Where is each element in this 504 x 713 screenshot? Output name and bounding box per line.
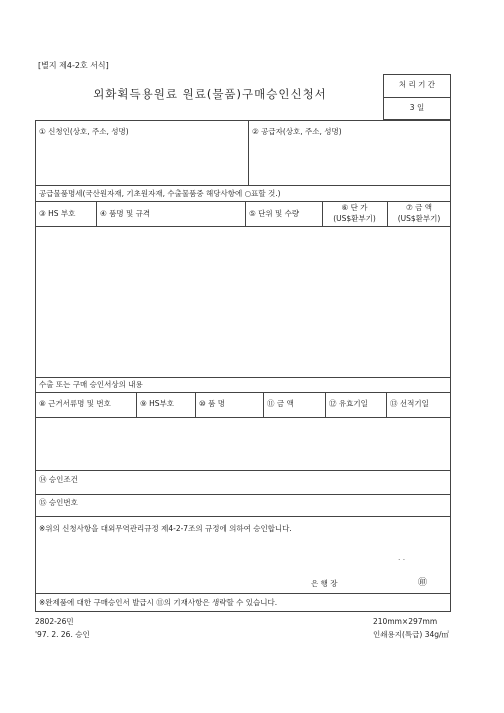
export-section-label: 수출 또는 구매 승인서상의 내용	[39, 380, 143, 389]
note-text: ※완제품에 대한 구매승인서 발급시 ⑪의 기재사항은 생략할 수 있습니다.	[39, 598, 278, 607]
supplier-field: ② 공급자(상호, 주소, 성명)	[252, 127, 342, 136]
col-unit-price-sub: (US$환부기)	[333, 214, 376, 223]
col-item-name: ⑩ 품 명	[199, 399, 225, 408]
footer-paper: 인쇄용지(특급) 34g/㎡	[373, 630, 450, 639]
footer-code: 2802-26민	[35, 617, 74, 626]
bank-head-label: 은 행 장	[311, 579, 338, 588]
footer-size: 210mm×297mm	[373, 617, 438, 626]
processing-period-label: 처 리 기 간	[398, 80, 436, 89]
approval-statement: ※위의 신청사항을 대외무역관리규정 제4-2-7조의 규정에 의하여 승인합니다.	[39, 524, 292, 533]
col-amount-sub: (US$환부기)	[397, 214, 441, 223]
col-amount-2: ⑪ 금 액	[267, 399, 294, 408]
col-unit-price: ⑥ 단 가	[341, 203, 368, 212]
form-label: [별지 제4-2호 서식]	[38, 61, 109, 70]
col-basis-document: ⑧ 근거서류명 및 번호	[39, 399, 111, 408]
page-title: 외화획득용원료 원료(물품)구매승인신청서	[93, 87, 327, 101]
goods-section-label: 공급물품명세(국산원자재, 기초원자재, 수출물품중 해당사항에 ○표할 것.)	[39, 189, 281, 198]
col-hs-code-2: ⑨ HS부호	[140, 399, 174, 408]
col-ship-date: ⑬ 선적기일	[390, 399, 429, 408]
approval-number-field: ⑮ 승인번호	[39, 498, 78, 507]
col-amount: ⑦ 금 액	[406, 203, 432, 212]
col-hs-code: ③ HS 부호	[39, 209, 76, 218]
applicant-field: ① 신청인(상호, 주소, 성명)	[39, 127, 129, 136]
col-item-spec: ④ 품명 및 규격	[100, 209, 151, 218]
date-marks: . .	[398, 553, 406, 562]
processing-period-value: 3 일	[409, 103, 425, 112]
col-unit-qty: ⑤ 단위 및 수량	[249, 209, 300, 218]
col-valid-date: ⑫ 유효기일	[329, 399, 368, 408]
footer-approved: '97. 2. 26. 승인	[35, 630, 90, 639]
approval-conditions-field: ⑭ 승인조건	[39, 475, 78, 484]
seal-mark: ㊞	[418, 578, 428, 588]
